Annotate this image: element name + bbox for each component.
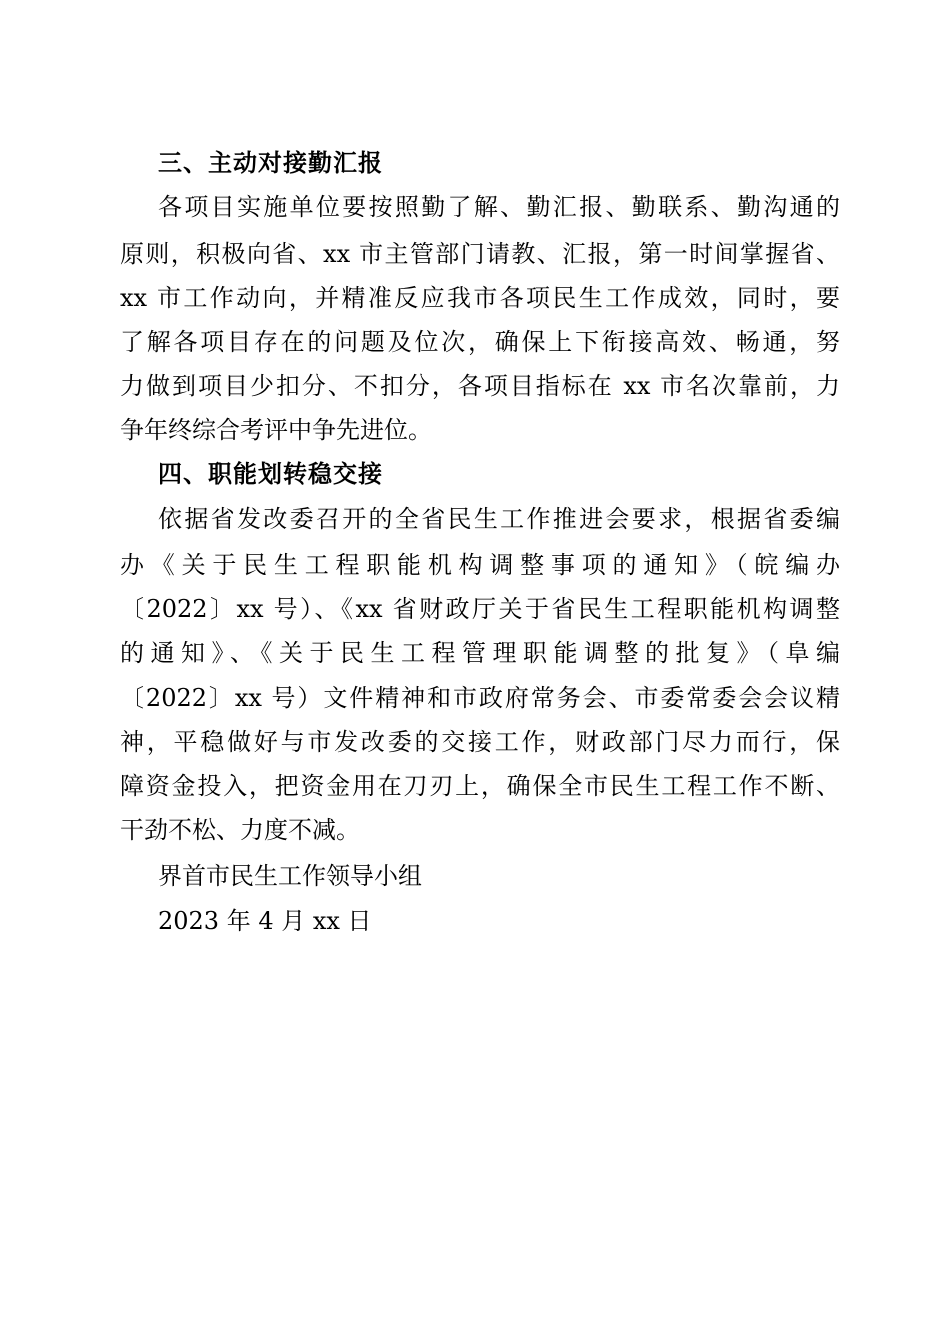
section-heading: 三、主动对接勤汇报: [158, 149, 383, 177]
paragraph-line: 力做到项目少扣分、不扣分，各项目指标在 xx 市名次靠前，力: [120, 372, 840, 400]
section-heading: 四、职能划转稳交接: [158, 460, 383, 488]
paragraph-line: 的通知》、《关于民生工程管理职能调整的批复》（阜编: [120, 639, 840, 667]
paragraph-line: 干劲不松、力度不减。: [120, 816, 360, 844]
paragraph-line: 〔2022〕xx 号）、《xx 省财政厅关于省民生工程职能机构调整: [120, 595, 840, 623]
signature-date: 2023 年 4 月 xx 日: [158, 907, 372, 935]
paragraph-line: 原则，积极向省、xx 市主管部门请教、汇报，第一时间掌握省、: [120, 240, 840, 268]
paragraph-line: 〔2022〕xx 号）文件精神和市政府常务会、市委常委会会议精: [120, 684, 840, 712]
paragraph-line: 争年终综合考评中争先进位。: [120, 416, 432, 444]
paragraph-line: 各项目实施单位要按照勤了解、勤汇报、勤联系、勤沟通的: [158, 193, 840, 221]
signature-organization: 界首市民生工作领导小组: [158, 862, 422, 890]
paragraph-line: 依据省发改委召开的全省民生工作推进会要求，根据省委编: [158, 505, 840, 533]
paragraph-line: 了解各项目存在的问题及位次，确保上下衔接高效、畅通，努: [120, 328, 840, 356]
paragraph-line: 办《关于民生工程职能机构调整事项的通知》（皖编办: [120, 551, 840, 579]
paragraph-line: 障资金投入，把资金用在刀刃上，确保全市民生工程工作不断、: [120, 772, 840, 800]
paragraph-line: 神，平稳做好与市发改委的交接工作，财政部门尽力而行，保: [120, 728, 840, 756]
paragraph-line: xx 市工作动向，并精准反应我市各项民生工作成效，同时，要: [120, 284, 840, 312]
